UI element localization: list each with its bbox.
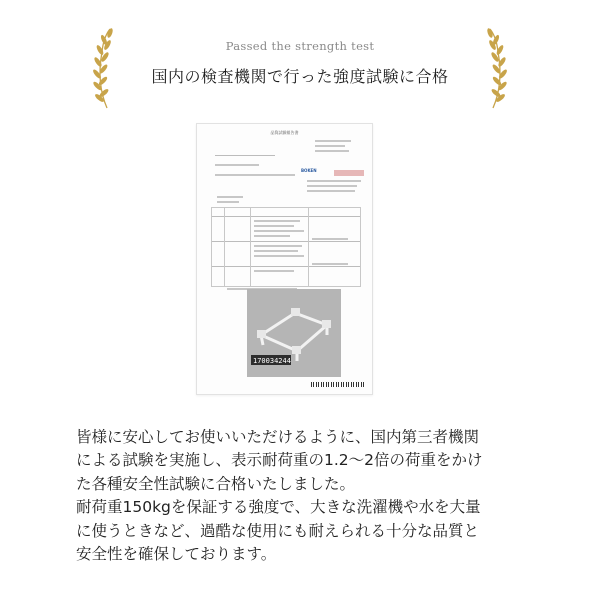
section-title: 国内の検査機関で行った強度試験に合格 [151, 67, 449, 86]
description-line: による試験を実施し、表示耐荷重の1.2〜2倍の荷重をかけ [76, 451, 483, 470]
section-subtitle: Passed the strength test [225, 39, 375, 53]
description-line: た各種安全性試験に合格いたしました。 [76, 474, 356, 493]
description-line: に使うときなど、過酷な使用にも耐えられる十分な品質と [76, 521, 480, 540]
certificate-issuer: BOKEN [301, 168, 317, 173]
photo-label: 170034244 [253, 357, 291, 365]
certificate-heading: 品質試験報告書 [270, 130, 299, 135]
test-photo [247, 289, 341, 377]
test-frame-illustration [247, 289, 341, 377]
description-line: 耐荷重150kgを保証する強度で、大きな洗濯機や水を大量 [76, 498, 481, 517]
test-certificate-image [196, 123, 373, 395]
description-paragraph [76, 426, 536, 566]
description-line: 安全性を確保しております。 [76, 545, 277, 564]
description-line: 皆様に安心してお使いいただけるように、国内第三者機関 [76, 428, 480, 446]
certificate-stamp [334, 170, 364, 176]
certificate-barcode [311, 382, 365, 387]
certificate-results-table [211, 207, 361, 287]
